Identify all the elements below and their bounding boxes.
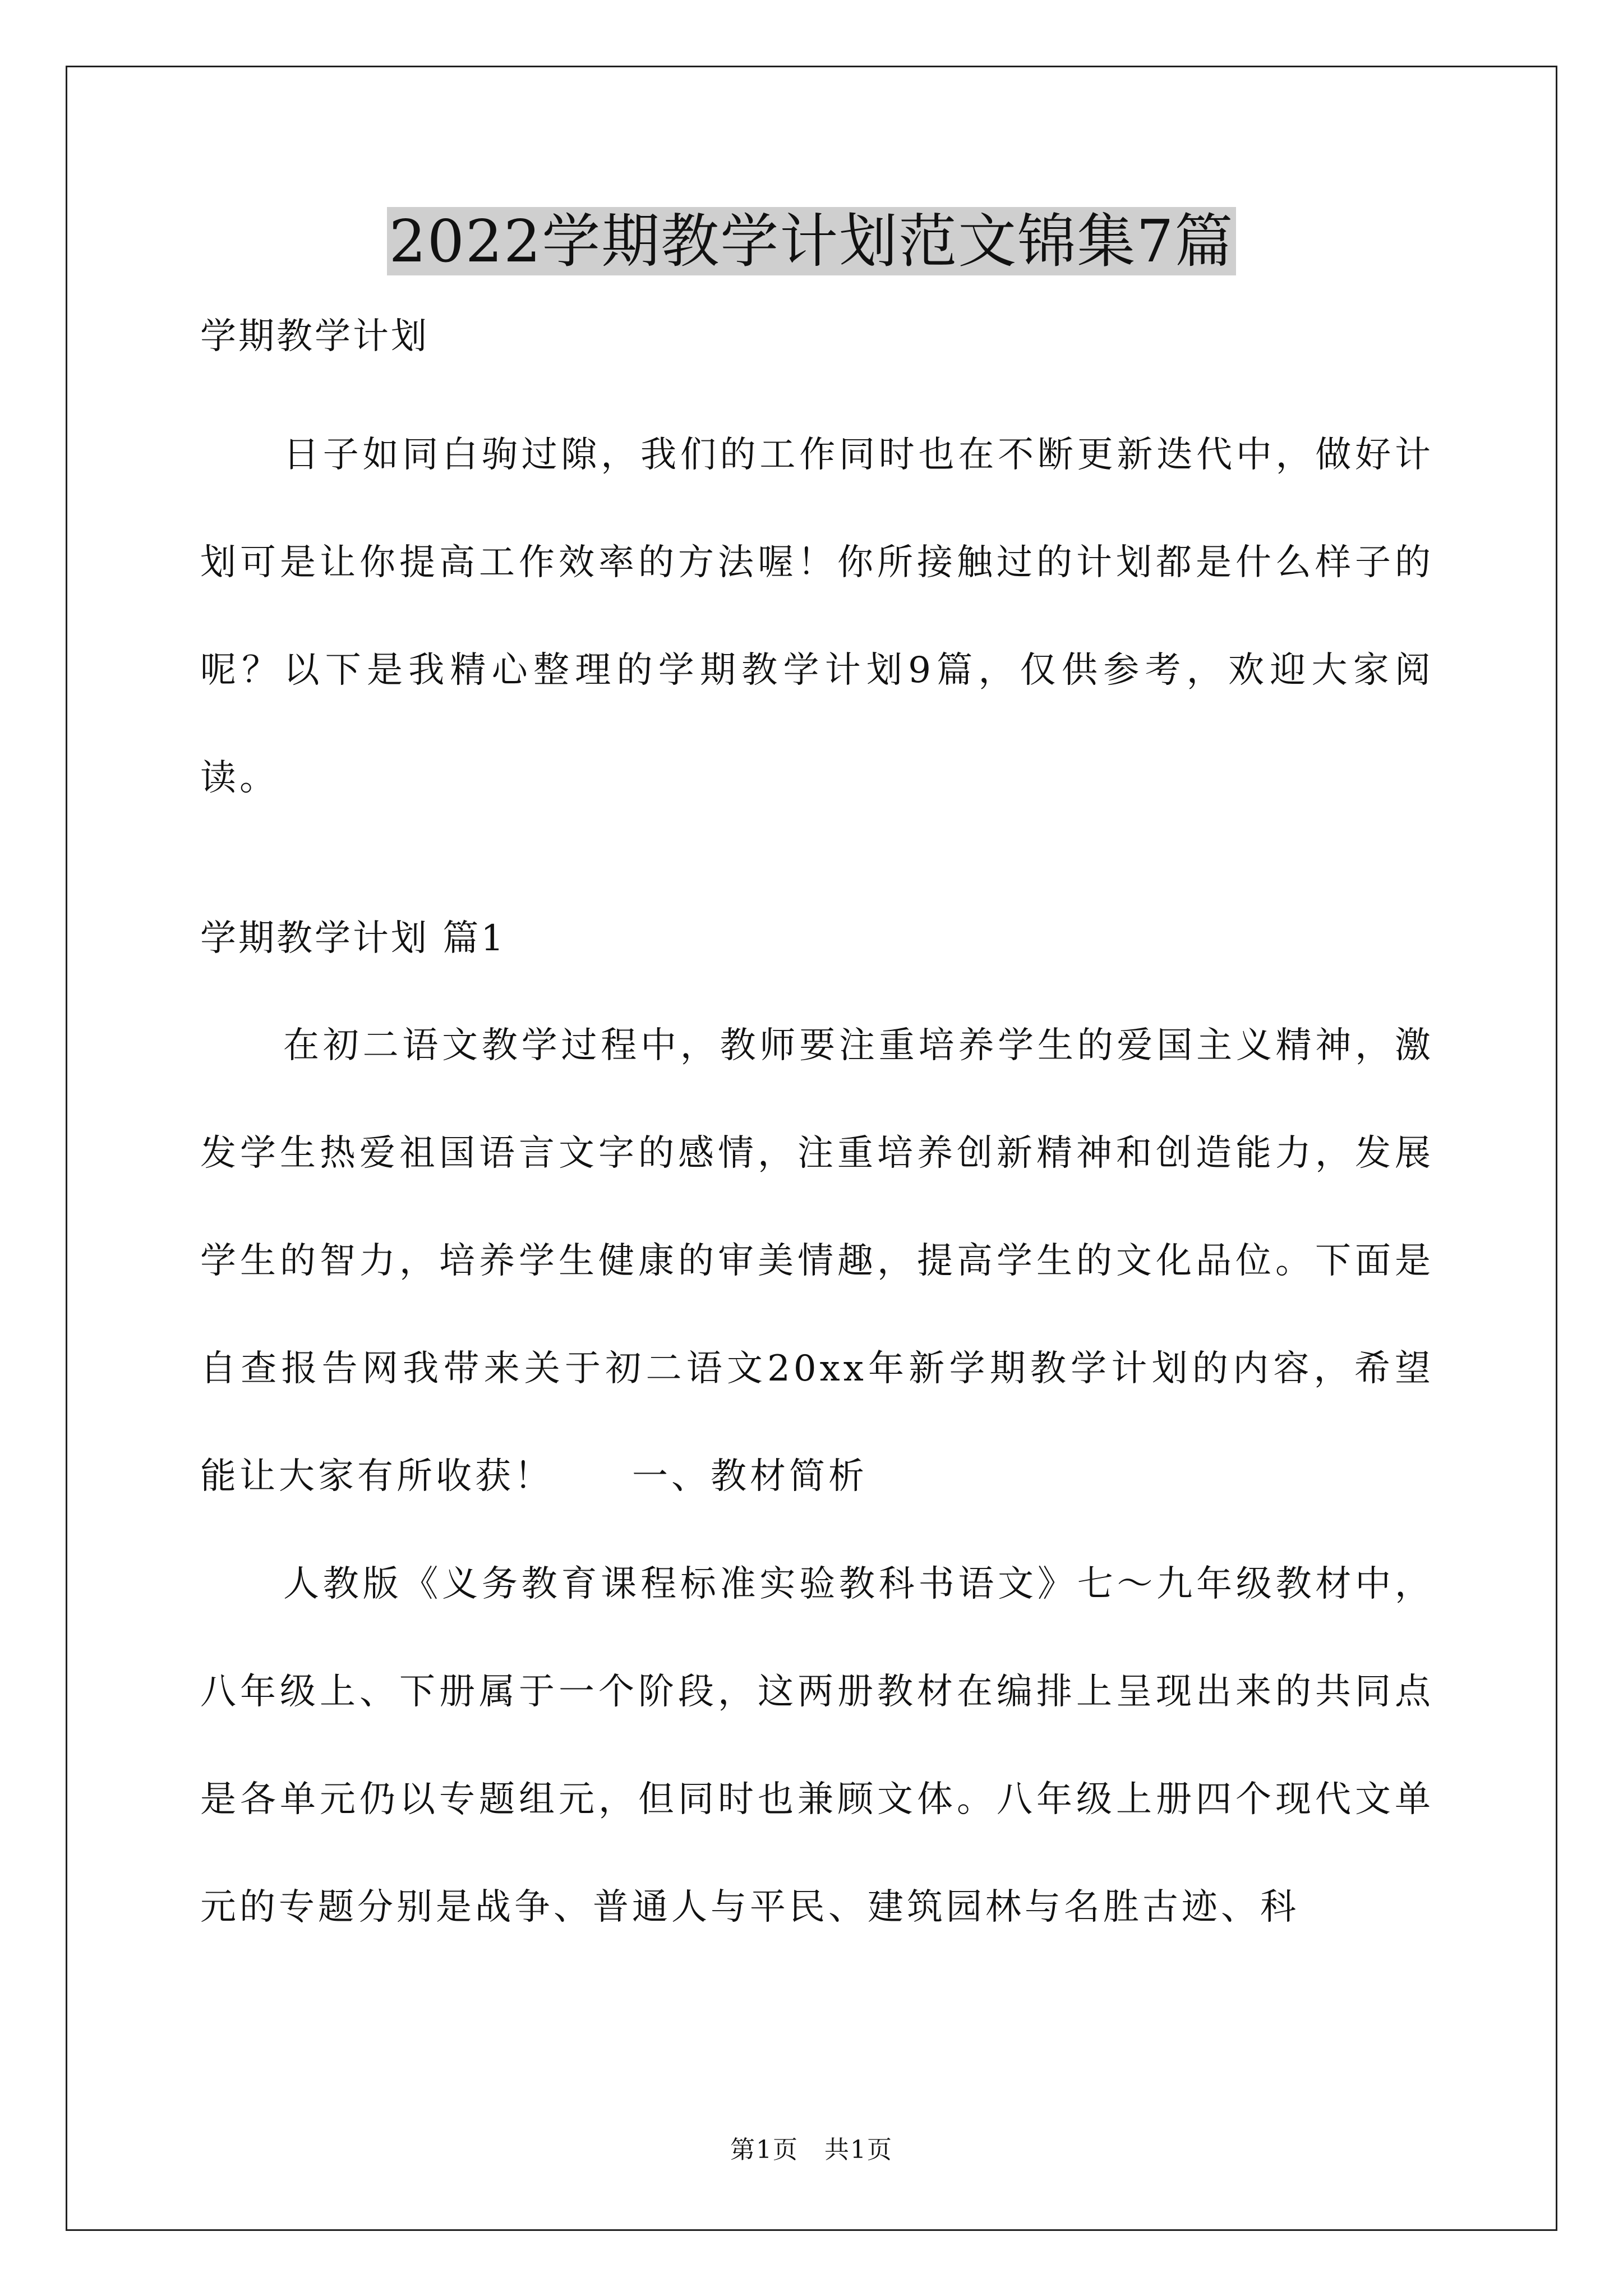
intro-paragraph: 日子如同白驹过隙，我们的工作同时也在不断更新迭代中，做好计划可是让你提高工作效率的方法喔！你所接触过的计划都是什么样子的呢？以下是我精心整理的学期教学计划9篇，仅供参考，欢迎大家阅读。 xyxy=(200,434,1434,799)
body-paragraph: 在初二语文教学过程中，教师要注重培养学生的爱国主义精神，激发学生热爱祖国语言文字的感情，注重培养创新精神和创造能力，发展学生的智力，培养学生健康的审美情趣，提高学生的文化品位。下面是自查报告网我带来关于初二语文20xx年新学期教学计划的内容，希望能让大家有所收获！ 一、教材简析 xyxy=(200,1025,1434,1497)
page-footer: 第1页 共1页 xyxy=(730,2136,893,2164)
section-heading: 学期教学计划 xyxy=(200,316,429,357)
part-heading: 学期教学计划 篇1 xyxy=(200,918,506,959)
document-title xyxy=(0,205,1623,278)
document-body xyxy=(200,314,1434,1961)
document-title-text: 2022学期教学计划范文锦集7篇 xyxy=(387,207,1237,275)
body-paragraph: 人教版《义务教育课程标准实验教科书语文》七～九年级教材中，八年级上、下册属于一个阶段，这两册教材在编排上呈现出来的共同点是各单元仍以专题组元，但同时也兼顾文体。八年级上册四个现代文单元的专题分别是战争、普通人与平民、建筑园林与名胜古迹、科 xyxy=(200,1563,1434,1928)
